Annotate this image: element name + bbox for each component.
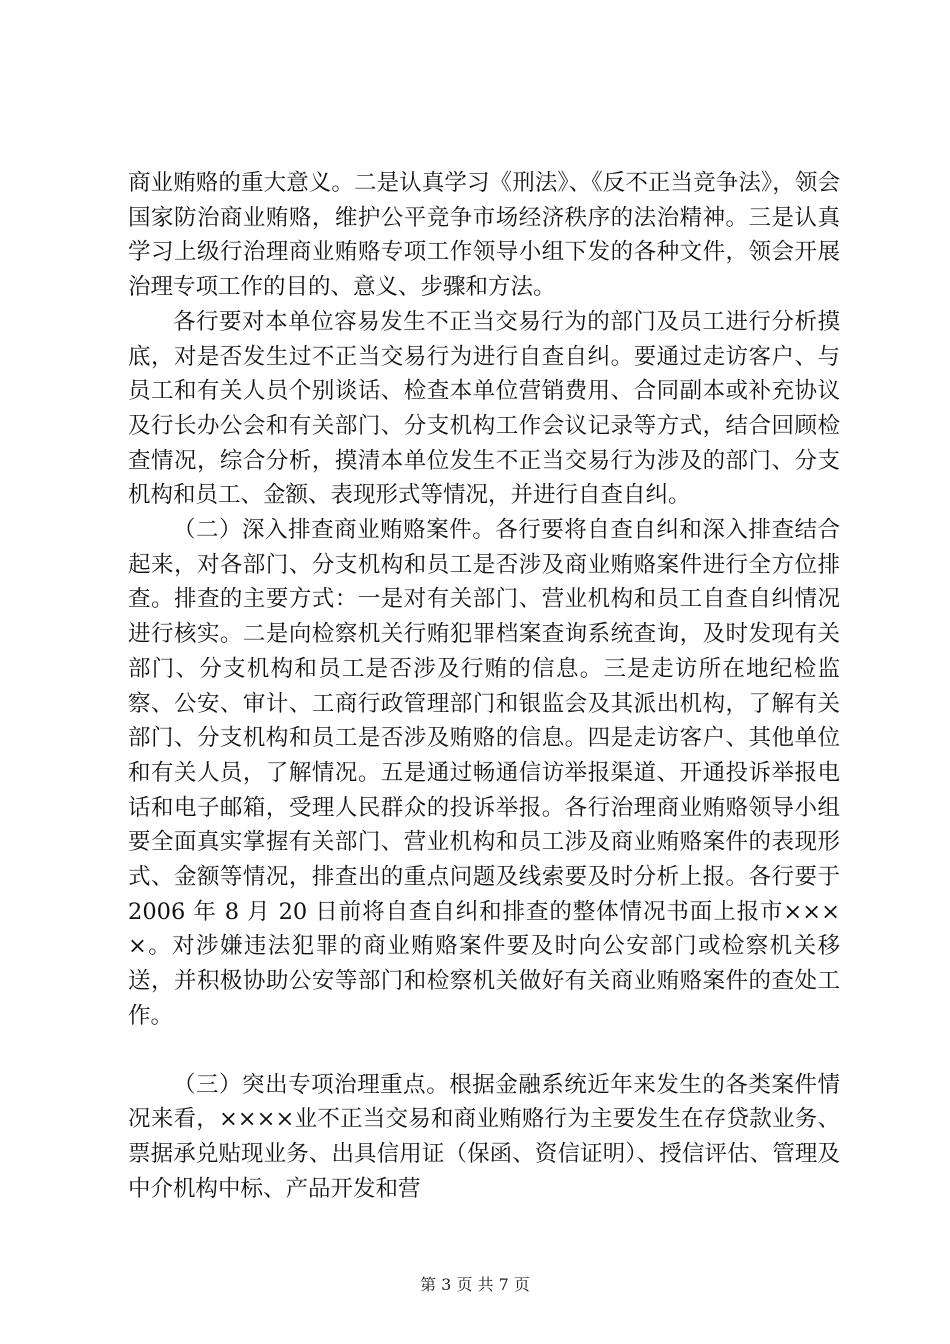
page-number-footer: 第 3 页 共 7 页 — [420, 1275, 530, 1294]
paragraph-2: 各行要对本单位容易发生不正当交易行为的部门及员工进行分析摸底，对是否发生过不正当交易行为进行自查自纠。要通过走访客户、与员工和有关人员个别谈话、检查本单位营销费用、合同副本或补充协议及行长办公会和有关部门、分支机构工作会议记录等方式，结合回顾检查情况，综合分析，摸清本单位发生不正当交易行为涉及的部门、分支机构和员工、金额、表现形式等情况，并进行自查自纠。 — [128, 308, 840, 509]
paragraph-3: （二）深入排查商业贿赂案件。各行要将自查自纠和深入排查结合起来，对各部门、分支机构和员工是否涉及商业贿赂案件进行全方位排查。排查的主要方式：一是对有关部门、营业机构和员工自查自纠情况进行核实。二是向检察机关行贿犯罪档案查询系统查询，及时发现有关部门、分支机构和员工是否涉及行贿的信息。三是走访所在地纪检监察、公安、审计、工商行政管理部门和银监会及其派出机构，了解有关部门、分支机构和员工是否涉及贿赂的信息。四是走访客户、其他单位和有关人员，了解情况。五是通过畅通信访举报渠道、开通投诉举报电话和电子邮箱，受理人民群众的投诉举报。各行治理商业贿赂领导小组要全面真实掌握有关部门、营业机构和员工涉及商业贿赂案件的表现形式、金额等情况，排查出的重点问题及线索要及时分析上报。各行要于 2006 年 8 月 20 日前将自查自纠和排查的整体情况书面上报市××××。对涉嫌违法犯罪的商业贿赂案件要及时向公安部门或检察机关移送，并积极协助公安等部门和检察机关做好有关商业贿赂案件的查处工作。 — [128, 517, 840, 1029]
paragraph-4: （三）突出专项治理重点。根据金融系统近年来发生的各类案件情况来看，××××业不正当交易和商业贿赂行为主要发生在存贷款业务、票据承兑贴现业务、出具信用证（保函、资信证明）、授信评估、管理及中介机构中标、产品开发和营 — [128, 1071, 840, 1202]
document-body — [128, 166, 840, 1206]
paragraph-1: 商业贿赂的重大意义。二是认真学习《刑法》、《反不正当竞争法》，领会国家防治商业贿赂，维护公平竞争市场经济秩序的法治精神。三是认真学习上级行治理商业贿赂专项工作领导小组下发的各种文件，领会开展治理专项工作的目的、意义、步骤和方法。 — [128, 170, 840, 301]
paragraph-spacer — [128, 1034, 840, 1068]
